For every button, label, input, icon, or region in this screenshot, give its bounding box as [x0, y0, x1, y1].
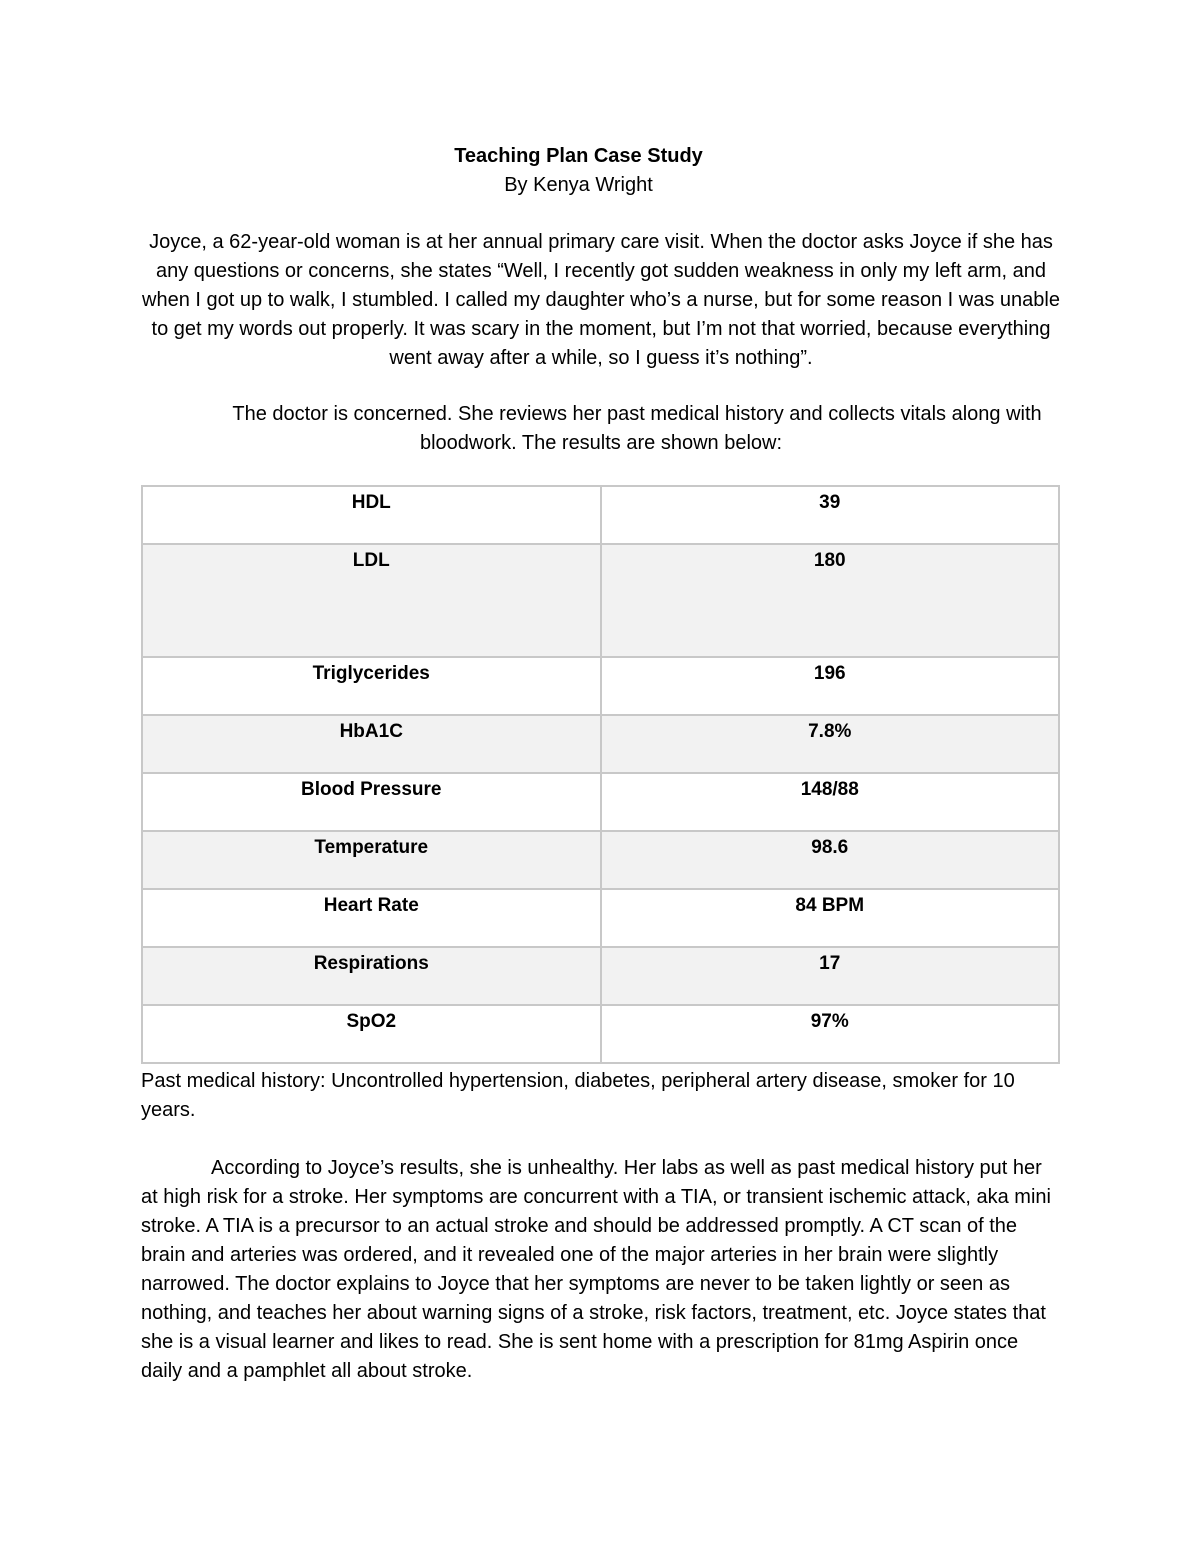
table-row	[142, 773, 1059, 831]
intro-paragraph: Joyce, a 62-year-old woman is at her annual primary care visit. When the doctor asks Joyce if she has any questions or concerns, she states “Well, I recently got sudden weakness in only my left arm, and when I got up to walk, I stumbled. I called my daughter who’s a nurse, but for some reason I was unable to get my words out properly. It was scary in the moment, but I’m not that worried, because everything went away after a while, so I guess it’s nothing”.	[142, 231, 1060, 369]
table-row	[142, 486, 1059, 544]
table-cell-value: 98.6	[601, 831, 1060, 889]
medical-history-paragraph: Past medical history: Uncontrolled hypertension, diabetes, peripheral artery disease, smoker for 10 years.	[141, 1070, 1015, 1121]
table-cell-label: Blood Pressure	[142, 773, 601, 831]
table-cell-value: 84 BPM	[601, 889, 1060, 947]
table-cell-value: 97%	[601, 1005, 1060, 1063]
bloodwork-intro-paragraph: The doctor is concerned. She reviews her past medical history and collects vitals along with bloodwork. The results are shown below:	[232, 403, 1042, 454]
table-cell-value: 148/88	[601, 773, 1060, 831]
table-row	[142, 1005, 1059, 1063]
results-table	[141, 485, 1060, 1064]
table-row	[142, 657, 1059, 715]
table-cell-value: 196	[601, 657, 1060, 715]
table-cell-label: Heart Rate	[142, 889, 601, 947]
table-row	[142, 947, 1059, 1005]
table-cell-label: HDL	[142, 486, 601, 544]
table-cell-label: LDL	[142, 544, 601, 657]
document-title: Teaching Plan Case Study	[454, 145, 703, 167]
table-row	[142, 715, 1059, 773]
table-row	[142, 544, 1059, 657]
table-cell-value: 7.8%	[601, 715, 1060, 773]
analysis-paragraph: According to Joyce’s results, she is unhealthy. Her labs as well as past medical history put her at high risk for a stroke. Her symptoms are concurrent with a TIA, or transient ischemic attack, aka mini stroke. A TIA is a precursor to an actual stroke and should be addressed promptly. A CT scan of the brain and arteries was ordered, and it revealed one of the major arteries in her brain were slightly narrowed. The doctor explains to Joyce that her symptoms are never to be taken lightly or seen as nothing, and teaches her about warning signs of a stroke, risk factors, treatment, etc. Joyce states that she is a visual learner and likes to read. She is sent home with a prescription for 81mg Aspirin once daily and a pamphlet all about stroke.	[141, 1157, 1051, 1382]
table-cell-label: SpO2	[142, 1005, 601, 1063]
table-cell-value: 180	[601, 544, 1060, 657]
table-cell-label: Respirations	[142, 947, 601, 1005]
table-cell-value: 17	[601, 947, 1060, 1005]
table-cell-label: Triglycerides	[142, 657, 601, 715]
table-cell-value: 39	[601, 486, 1060, 544]
table-row	[142, 889, 1059, 947]
table-cell-label: Temperature	[142, 831, 601, 889]
table-cell-label: HbA1C	[142, 715, 601, 773]
document-author: By Kenya Wright	[504, 174, 653, 196]
table-row	[142, 831, 1059, 889]
